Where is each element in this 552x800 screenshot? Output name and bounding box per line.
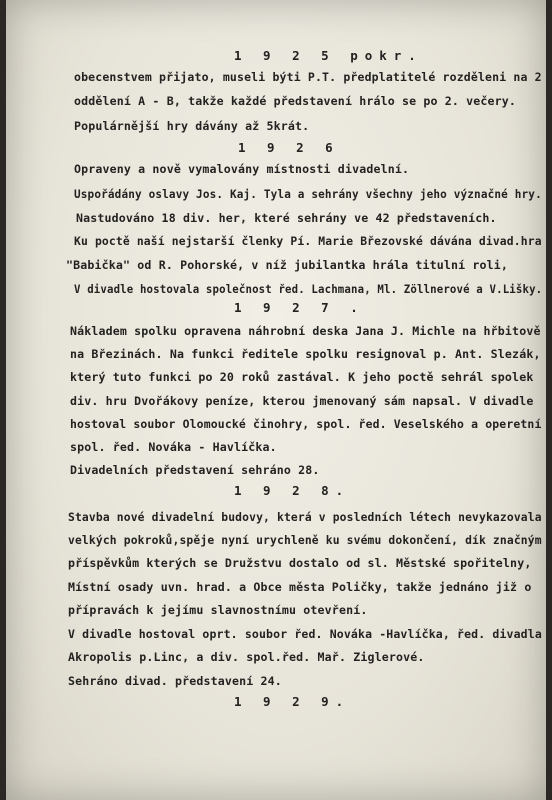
text-line: příspěvkům kterých se Družstvu dostalo od sl. Městské spořitelny, (68, 556, 532, 570)
text-line: Opraveny a nově vymalovány místnosti divadelní. (74, 162, 410, 176)
text-line: Místní osady uvn. hrad. a Obce města Poličky, takže jednáno již o (68, 580, 532, 594)
text-line: V divadle hostovala společnost řed. Lachmana, Ml. Zöllnerové a V.Lišky. (74, 282, 543, 296)
text-line: přípravách k jejímu slavnostnímu otevření. (68, 603, 368, 617)
heading-1927: 1 9 2 7 . (234, 300, 365, 315)
text-line: div. hru Dvořákovy peníze, kterou jmenovaný sám napsal. V divadle (70, 394, 534, 408)
text-line: Populárnější hry dávány až 5krát. (74, 119, 310, 133)
heading-1925: 1 9 2 5 pokr. (234, 48, 423, 63)
text-line: oddělení A - B, takže každé představení hrálo se po 2. večery. (74, 94, 517, 108)
heading-1926: 1 9 2 6 (238, 140, 340, 155)
heading-1928: 1 9 2 8. (234, 483, 351, 498)
text-line: Nákladem spolku opravena náhrobní deska Jana J. Michle na hřbitově (70, 324, 541, 338)
text-line: velkých pokroků,spěje nyní urychleně ku svému dokončení, dík značným (68, 533, 542, 547)
text-line: Akropolis p.Linc, a div. spol.řed. Mař. Ziglerové. (68, 650, 425, 664)
text-line: Uspořádány oslavy Jos. Kaj. Tyla a sehrány všechny jeho význačné hry. (74, 187, 542, 201)
text-line: obecenstvem přijato, museli býti P.T. předplatitelé rozděleni na 2 (74, 70, 542, 84)
text-line: hostoval soubor Olomoucké činohry, spol. řed. Veselského a operetní (70, 417, 542, 431)
text-line: Nastudováno 18 div. her, které sehrány ve 42 představeních. (76, 211, 497, 225)
text-line: Sehráno divad. představení 24. (68, 674, 282, 688)
text-line: V divadle hostoval oprt. soubor řed. Nováka -Havlíčka, řed. divadla (68, 627, 542, 641)
text-line: "Babička" od R. Pohorské, v níž jubilantka hrála titulní roli, (66, 258, 509, 272)
text-line: Ku poctě naší nejstarší členky Pí. Marie Březovské dávána divad.hra (74, 234, 542, 248)
heading-1929: 1 9 2 9. (234, 694, 351, 709)
text-line: Stavba nové divadelní budovy, která v posledních létech nevykazovala (68, 510, 542, 524)
text-line: spol. řed. Nováka - Havlíčka. (70, 440, 277, 454)
text-line: který tuto funkci po 20 roků zastával. K jeho poctě sehrál spolek (70, 370, 534, 384)
typewritten-page (6, 0, 546, 800)
text-line: Divadelních představení sehráno 28. (70, 463, 320, 477)
text-line: na Březinách. Na funkci ředitele spolku resignoval p. Ant. Slezák, (70, 347, 541, 361)
